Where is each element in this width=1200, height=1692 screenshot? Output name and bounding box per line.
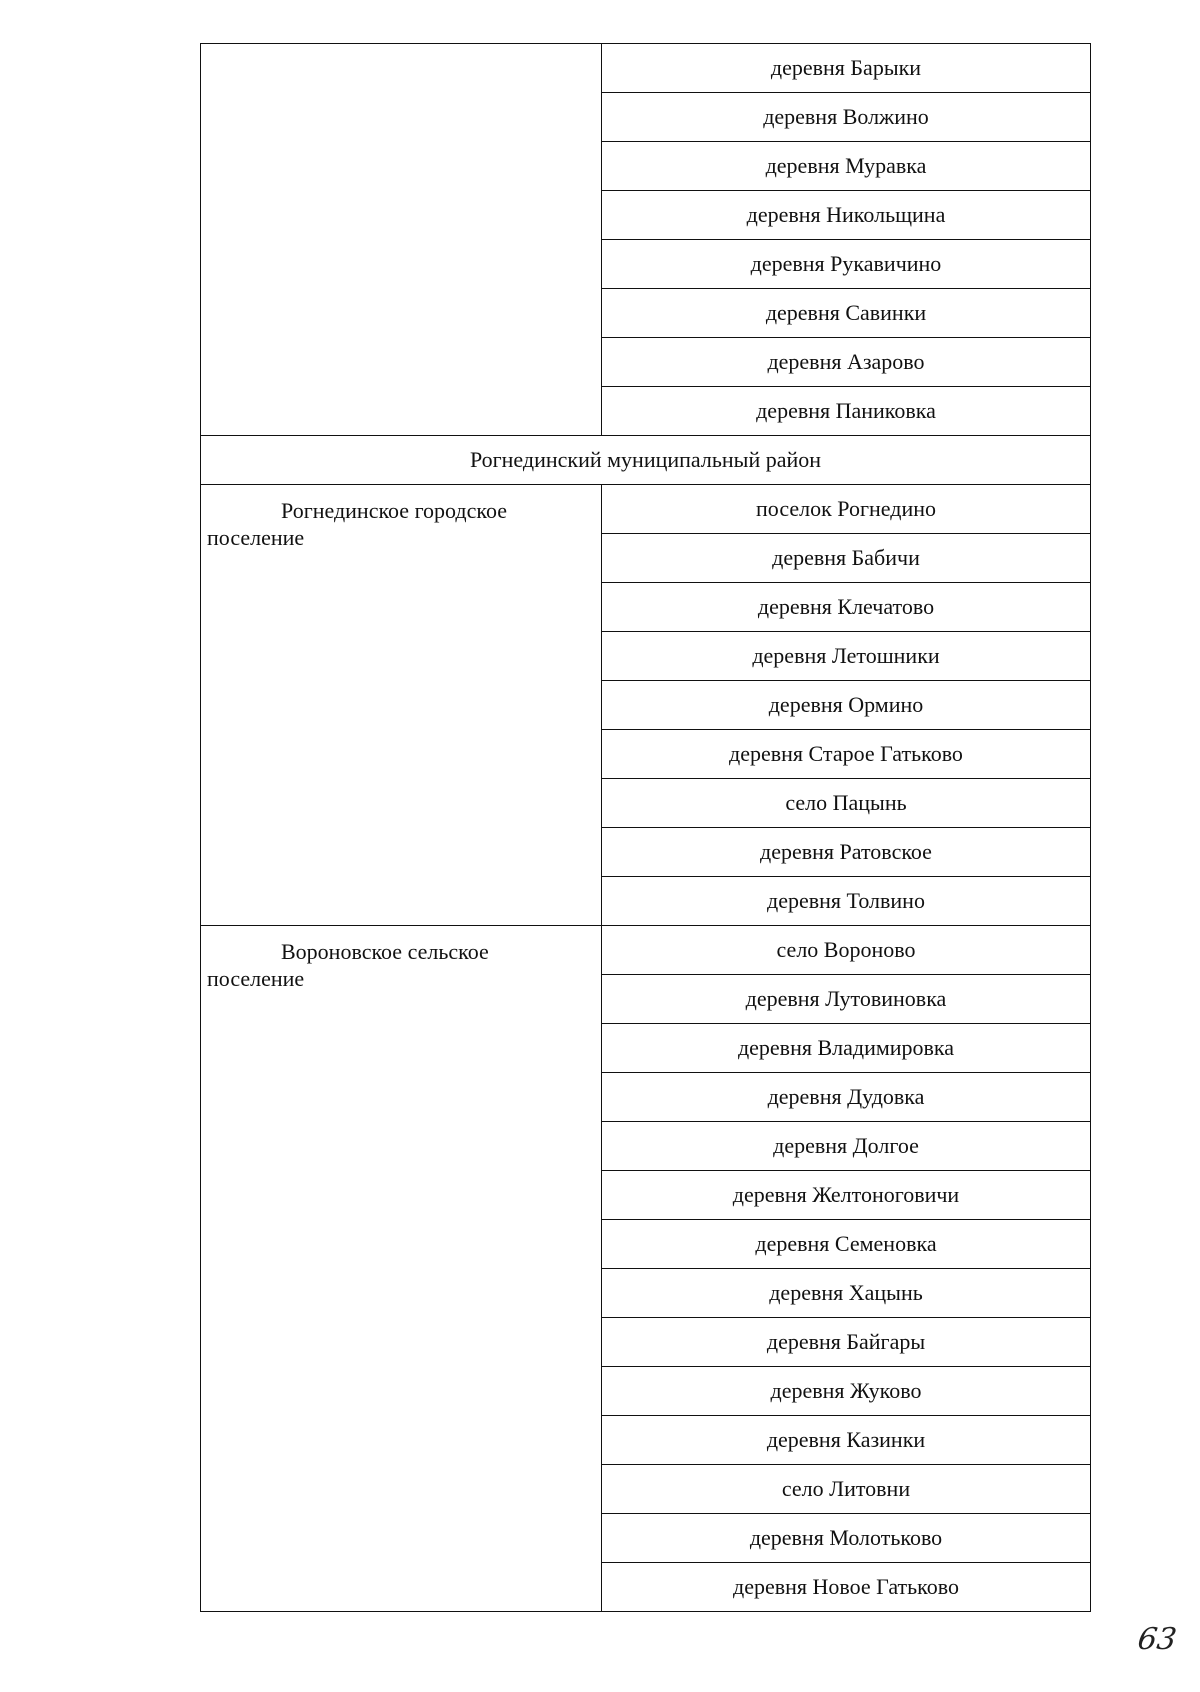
village-cell: деревня Долгое bbox=[602, 1122, 1091, 1171]
village-cell: деревня Рукавичино bbox=[602, 240, 1091, 289]
village-cell: деревня Владимировка bbox=[602, 1024, 1091, 1073]
handwritten-page-number: 63 bbox=[1135, 1622, 1179, 1657]
settlement-name-line1: Рогнединское городское bbox=[281, 498, 507, 523]
table-row bbox=[201, 485, 1091, 534]
settlement-name-line1: Вороновское сельское bbox=[281, 939, 489, 964]
settlement-name-cell bbox=[201, 485, 602, 926]
settlements-table bbox=[200, 43, 1091, 1612]
district-heading: Рогнединский муниципальный район bbox=[201, 436, 1091, 485]
district-row bbox=[201, 436, 1091, 485]
village-cell: деревня Савинки bbox=[602, 289, 1091, 338]
table-row bbox=[201, 44, 1091, 93]
village-cell: деревня Клечатово bbox=[602, 583, 1091, 632]
village-cell: деревня Старое Гатьково bbox=[602, 730, 1091, 779]
village-cell: деревня Толвино bbox=[602, 877, 1091, 926]
village-cell: деревня Ратовское bbox=[602, 828, 1091, 877]
settlement-cell-empty bbox=[201, 44, 602, 436]
village-cell: деревня Дудовка bbox=[602, 1073, 1091, 1122]
village-cell: деревня Муравка bbox=[602, 142, 1091, 191]
village-cell: село Пацынь bbox=[602, 779, 1091, 828]
village-cell: село Литовни bbox=[602, 1465, 1091, 1514]
village-cell: деревня Молотьково bbox=[602, 1514, 1091, 1563]
village-cell: деревня Ормино bbox=[602, 681, 1091, 730]
settlement-name-line2: поселение bbox=[207, 525, 305, 550]
village-cell: село Вороново bbox=[602, 926, 1091, 975]
table-row bbox=[201, 926, 1091, 975]
village-cell: деревня Семеновка bbox=[602, 1220, 1091, 1269]
village-cell: деревня Паниковка bbox=[602, 387, 1091, 436]
village-cell: деревня Казинки bbox=[602, 1416, 1091, 1465]
village-cell: деревня Новое Гатьково bbox=[602, 1563, 1091, 1612]
village-cell: деревня Лутовиновка bbox=[602, 975, 1091, 1024]
village-cell: деревня Азарово bbox=[602, 338, 1091, 387]
village-cell: деревня Хацынь bbox=[602, 1269, 1091, 1318]
village-cell: деревня Желтоноговичи bbox=[602, 1171, 1091, 1220]
village-cell: деревня Жуково bbox=[602, 1367, 1091, 1416]
village-cell: деревня Волжино bbox=[602, 93, 1091, 142]
village-cell: поселок Рогнедино bbox=[602, 485, 1091, 534]
village-cell: деревня Никольщина bbox=[602, 191, 1091, 240]
settlement-name-cell bbox=[201, 926, 602, 1612]
village-cell: деревня Бабичи bbox=[602, 534, 1091, 583]
village-cell: деревня Летошники bbox=[602, 632, 1091, 681]
village-cell: деревня Барыки bbox=[602, 44, 1091, 93]
settlement-name-line2: поселение bbox=[207, 966, 305, 991]
village-cell: деревня Байгары bbox=[602, 1318, 1091, 1367]
